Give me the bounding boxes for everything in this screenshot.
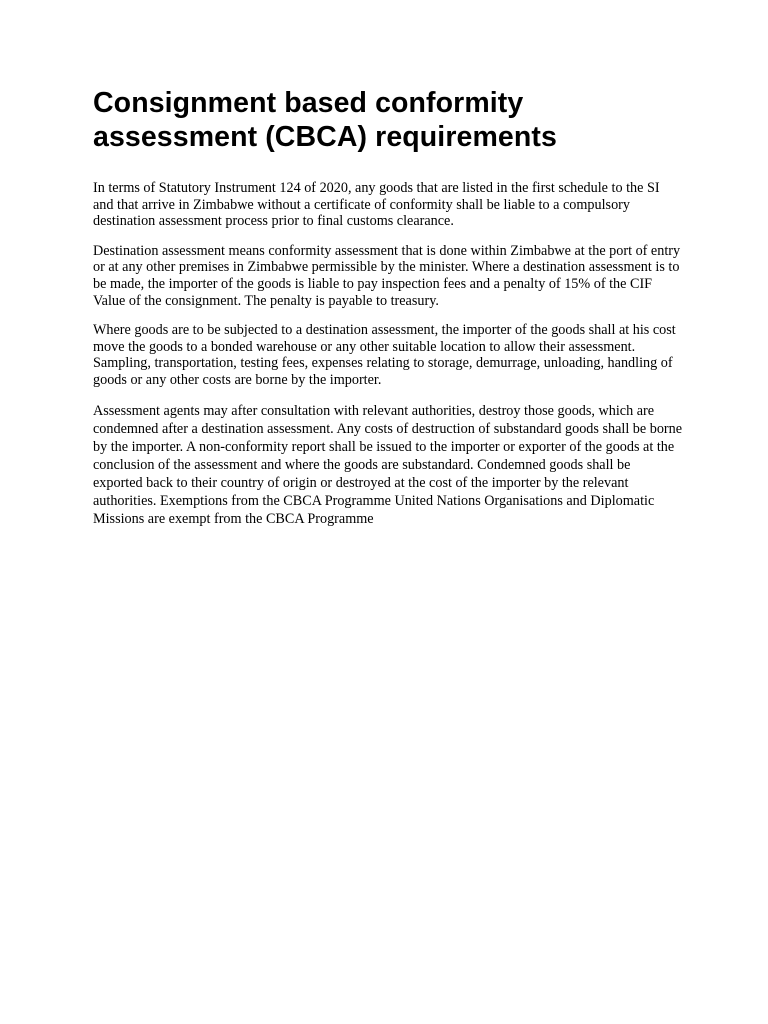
- paragraph-condemned-goods: Assessment agents may after consultation with relevant authorities, destroy those goods, which are condemned after a destination assessment. Any costs of destruction of substandard goods shall be borne by the importer. A non-conformity report shall be issued to the importer or exporter of the goods at the conclusion of the assessment and where the goods are substandard. Condemned goods shall be exported back to their country of origin or destroyed at the cost of the importer by the relevant authorities. Exemptions from the CBCA Programme United Nations Organisations and Diplomatic Missions are exempt from the CBCA Programme: [93, 402, 683, 527]
- paragraph-destination-assessment: Destination assessment means conformity assessment that is done within Zimbabwe at the port of entry or at any other premises in Zimbabwe permissible by the minister. Where a destination assessment is to be made, the importer of the goods is liable to pay inspection fees and a penalty of 15% of the CIF Value of the consignment. The penalty is payable to treasury.: [93, 242, 681, 309]
- document-body: [93, 86, 683, 541]
- paragraph-certificate-requirement: In terms of Statutory Instrument 124 of 2020, any goods that are listed in the first schedule to the SI and that arrive in Zimbabwe without a certificate of conformity shall be liable to a compulsory destination assessment process prior to final customs clearance.: [93, 180, 660, 230]
- document-title: Consignment based conformity assessment (CBCA) requirements: [93, 87, 557, 153]
- paragraph-importer-costs: Where goods are to be subjected to a destination assessment, the importer of the goods shall at his cost move the goods to a bonded warehouse or any other suitable location to allow their assessment. Sampling, transportation, testing fees, expenses relating to storage, demurrage, unloading, handling of goods or any other costs are borne by the importer.: [93, 322, 676, 388]
